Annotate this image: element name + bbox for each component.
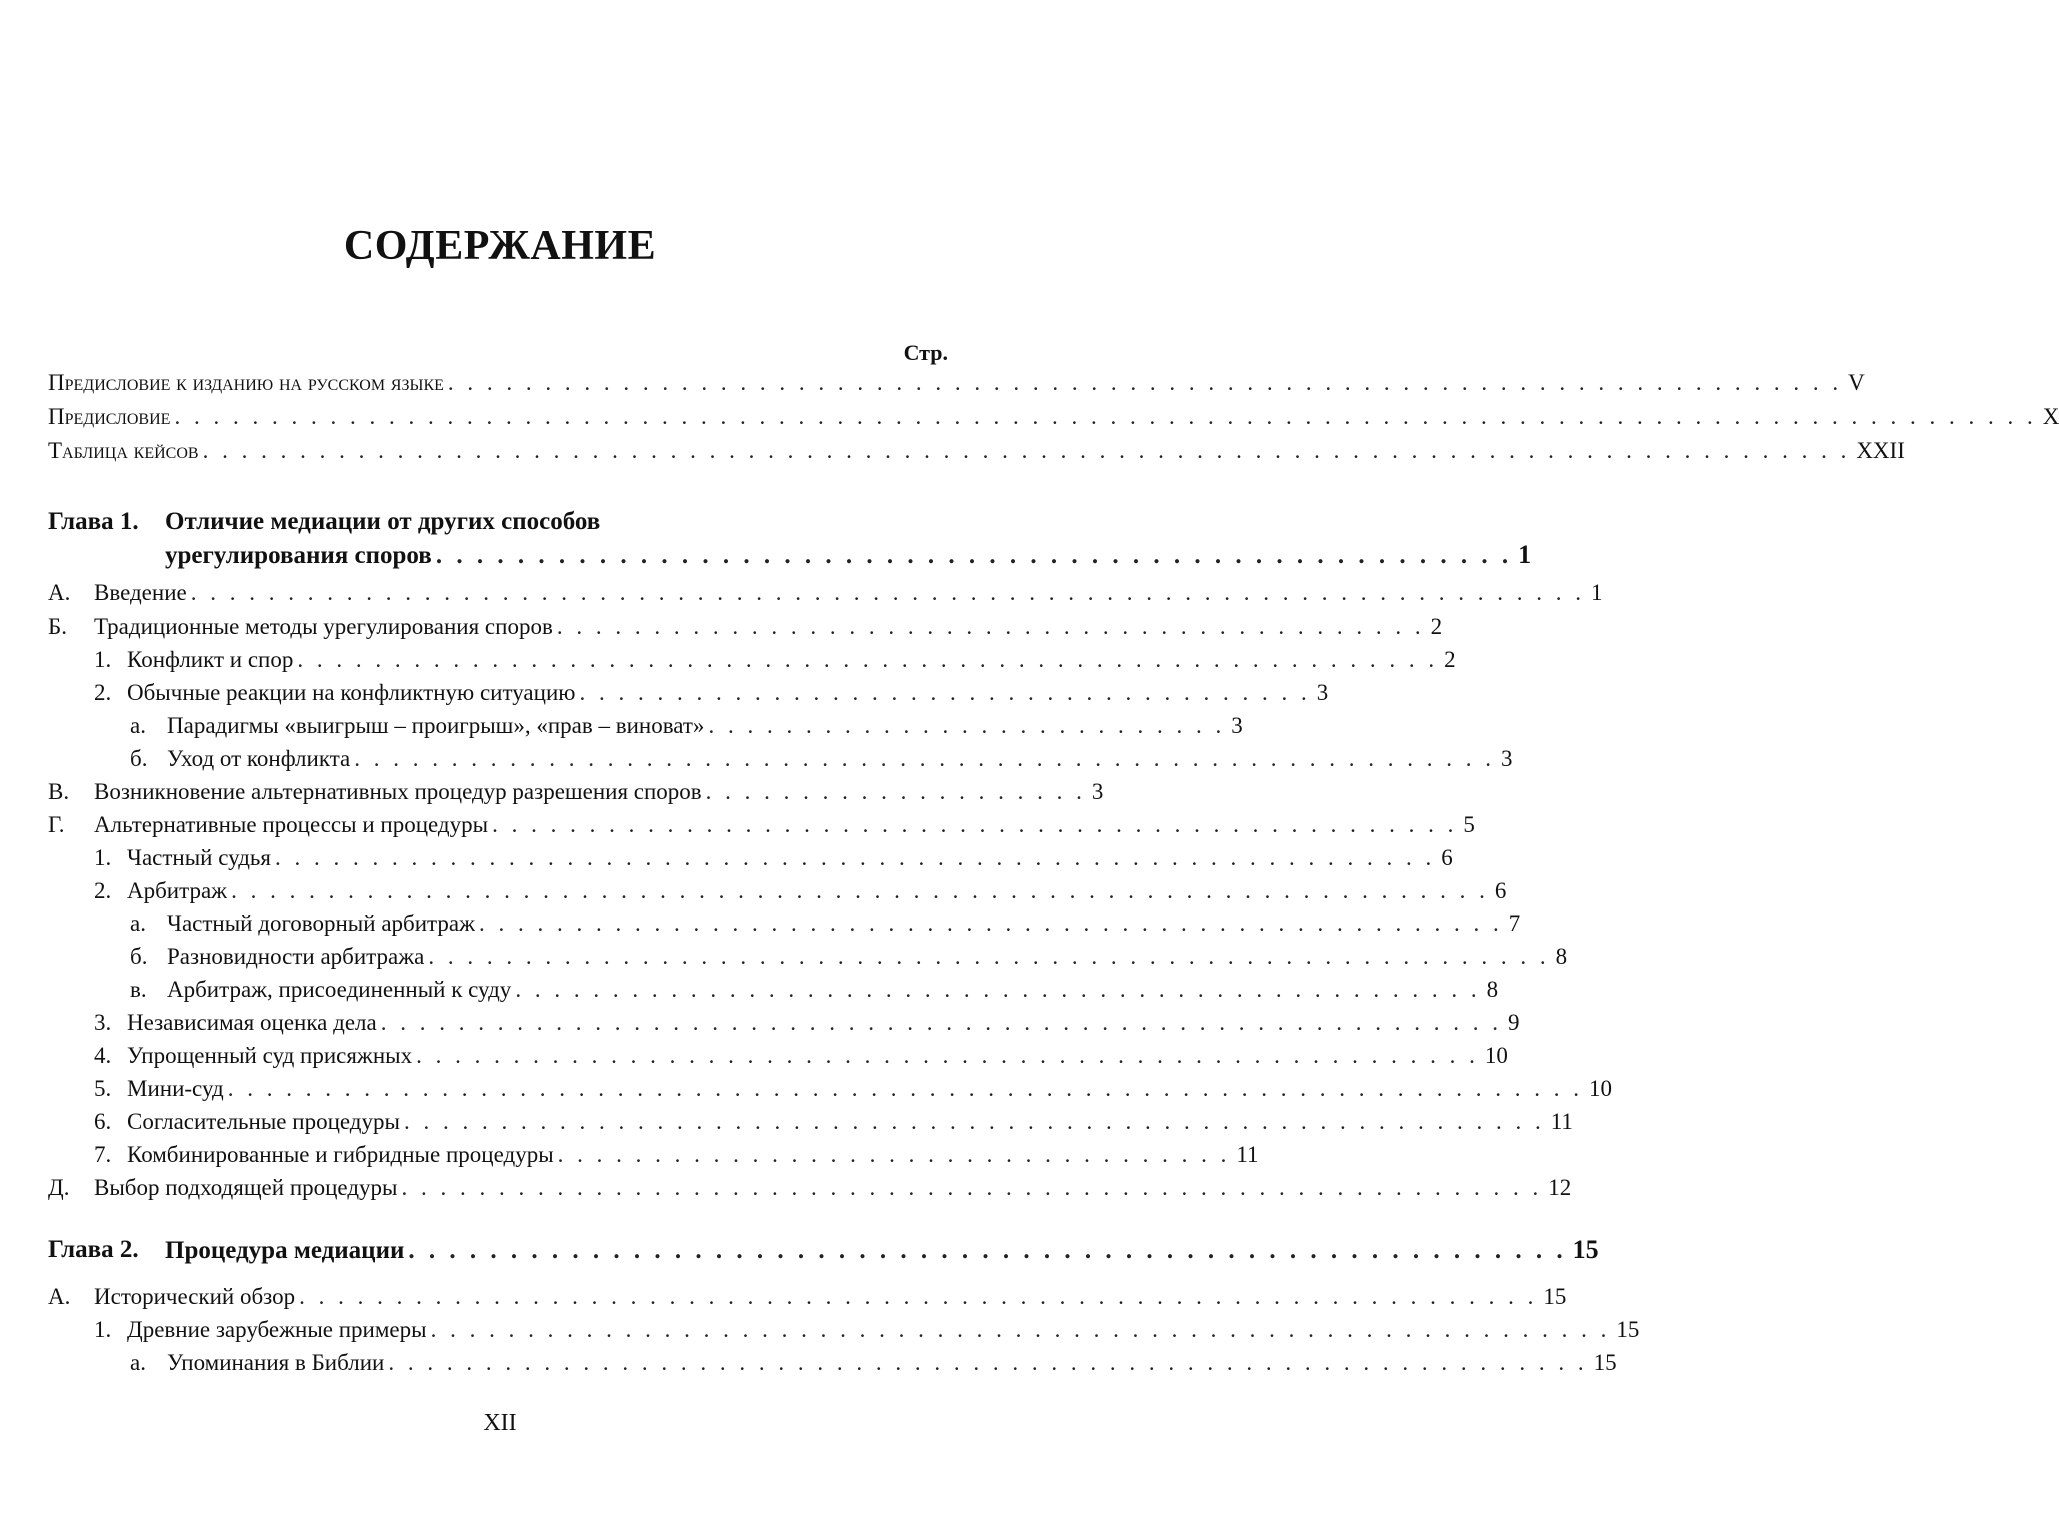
entry-page: 2 [1430, 614, 1443, 639]
dot-leader: . . . . . . . . . . . . . . . . . . . . . . . . . . . . . . . . . . . . . . . . . . . . . . . . . . . . . . . . . . . [297, 647, 1439, 672]
chapter-label: Глава 1. [48, 508, 139, 535]
dot-leader: . . . . . . . . . . . . . . . . . . . . . . . . . . . . . . . . . . . . . . . . . . . . . . . . . . . . . . . . . [408, 1237, 1567, 1264]
toc-entry[interactable] [0, 709, 1243, 743]
toc-entry[interactable] [0, 973, 1499, 1007]
toc-entry[interactable] [0, 1346, 1617, 1380]
toc-entry[interactable] [0, 1105, 1573, 1139]
entry-page: 15 [1543, 1284, 1567, 1309]
entry-title: Частный судья [127, 845, 271, 870]
entry-marker: 5. [94, 1076, 112, 1101]
entry-page: 12 [1548, 1175, 1572, 1200]
entry-page: 3 [1316, 680, 1329, 705]
entry-page: 2 [1444, 647, 1456, 672]
entry-marker: 4. [94, 1043, 112, 1068]
entry-title: Упрощенный суд присяжных [127, 1043, 413, 1068]
entry-page: 6 [1494, 878, 1507, 903]
dot-leader: . . . . . . . . . . . . . . . . . . . . . . . . . . . . . . . . . . . . . . . . . . . . . . . . . . . . . . . . . . . . . . . . [299, 1284, 1538, 1309]
toc-entry[interactable] [0, 940, 1568, 974]
dot-leader: . . . . . . . . . . . . . . . . . . . . . . . . . . . . . . . . . . . . . . . . . . . . . . . . . . [515, 977, 1481, 1002]
toc-entry[interactable] [0, 808, 1475, 842]
entry-marker: А. [48, 1284, 71, 1309]
page-title: СОДЕРЖАНИЕ [343, 223, 657, 269]
entry-page: 1 [1590, 580, 1603, 605]
page-number: XII [483, 1410, 517, 1436]
dot-leader: . . . . . . . . . . . . . . . . . . . . . . . . . . . . . . . . . . . . . . . . . . . . . . . . . . . . . . . [416, 1043, 1479, 1068]
entry-title: Арбитраж [127, 878, 228, 903]
entry-page: 9 [1507, 1010, 1520, 1035]
toc-entry[interactable] [0, 1280, 1567, 1314]
toc-entry[interactable] [0, 1072, 1612, 1106]
dot-leader: . . . . . . . . . . . . . . . . . . . . . . . . . . . . . . . . . . . . . . [579, 680, 1311, 705]
entry-title: Комбинированные и гибридные процедуры [127, 1142, 554, 1167]
entry-page: 8 [1555, 944, 1568, 969]
entry-page: XXII [1856, 438, 1905, 463]
dot-leader: . . . . . . . . . . . . . . . . . . . . [705, 779, 1086, 804]
entry-title: Предисловие к изданию на русском языке [48, 370, 444, 395]
dot-leader: . . . . . . . . . . . . . . . . . . . . . . . . . . . . . . . . . . . . . . . . . . . . . . . . . . . . . . . . . . . . . . . . . [231, 878, 1489, 903]
entry-marker: Г. [48, 812, 65, 837]
chapter-page: 1 [1518, 540, 1532, 569]
entry-marker: 2. [94, 878, 112, 903]
toc-entry[interactable] [0, 1006, 1520, 1040]
toc-entry[interactable] [0, 643, 1456, 677]
entry-title: Упоминания в Библии [167, 1350, 385, 1375]
dot-leader: . . . . . . . . . . . . . . . . . . . . . . . . . . . . . . . . . . . . . . . . . . . . . . . . . . . . . . . . . . . . . [430, 1317, 1611, 1342]
entry-marker: б. [130, 746, 148, 771]
entry-page: 7 [1508, 911, 1521, 936]
entry-title: Обычные реакции на конфликтную ситуацию [127, 680, 576, 705]
dot-leader: . . . . . . . . . . . . . . . . . . . . . . . . . . . . . . . . . . . . . . . . . . . . . . . . . . . . . [435, 542, 1513, 569]
entry-page: 3 [1091, 779, 1104, 804]
chapter-page: 15 [1572, 1235, 1599, 1264]
entry-title: Независимая оценка дела [127, 1010, 377, 1035]
entry-title: Исторический обзор [94, 1284, 296, 1309]
entry-page: V [1848, 370, 1865, 395]
entry-marker: б. [130, 944, 148, 969]
toc-entry[interactable] [0, 874, 1507, 908]
chapter-label: Глава 2. [48, 1236, 139, 1263]
entry-title: Введение [94, 580, 187, 605]
entry-marker: а. [130, 1350, 146, 1375]
dot-leader: . . . . . . . . . . . . . . . . . . . . . . . . . . . . . . . . . . . . . . . . . . . . . . . . . . . . . . . . . . . [401, 1175, 1543, 1200]
entry-page: 15 [1616, 1317, 1640, 1342]
entry-marker: 1. [94, 845, 112, 870]
toc-entry[interactable] [0, 1039, 1508, 1073]
dot-leader: . . . . . . . . . . . . . . . . . . . . . . . . . . . . . . . . . . . . . . . . . . . . . . . . . . . . . . . . . . . . . . . . . . . . . . . . . . . . . . . . . . . . . . . . . . . . . . . . [174, 404, 2037, 429]
toc-entry[interactable] [0, 1313, 1640, 1347]
entry-title: Выбор подходящей процедуры [94, 1175, 398, 1200]
chapter-1-heading-line2[interactable] [0, 538, 1532, 572]
chapter-title-line1: Отличие медиации от других способов [165, 508, 601, 535]
entry-page: 15 [1593, 1350, 1617, 1375]
entry-title: Парадигмы «выигрыш – проигрыш», «прав – виноват» [167, 713, 705, 738]
entry-title: Таблица кейсов [48, 438, 199, 463]
dot-leader: . . . . . . . . . . . . . . . . . . . . . . . . . . . . . . . . . . . . . . . . . . . . . . . . . . . . . [478, 911, 1503, 936]
entry-marker: 1. [94, 1317, 112, 1342]
toc-entry[interactable] [0, 610, 1443, 644]
dot-leader: . . . . . . . . . . . . . . . . . . . . . . . . . . . . . . . . . . . . . . . . . . . . . [556, 614, 1425, 639]
toc-entry[interactable] [0, 841, 1453, 875]
entry-marker: а. [130, 911, 146, 936]
entry-title: Разновидности арбитража [167, 944, 425, 969]
entry-title: Возникновение альтернативных процедур разрешения споров [94, 779, 702, 804]
toc-entry[interactable] [0, 1171, 1572, 1205]
toc-entry[interactable] [0, 907, 1521, 941]
entry-marker: 6. [94, 1109, 112, 1134]
entry-title: Альтернативные процессы и процедуры [94, 812, 489, 837]
toc-entry[interactable] [0, 1138, 1259, 1172]
entry-marker: 3. [94, 1010, 112, 1035]
entry-title: Древние зарубежные примеры [127, 1317, 427, 1342]
entry-marker: Б. [48, 614, 67, 639]
dot-leader: . . . . . . . . . . . . . . . . . . . . . . . . . . . . . . . . . . . . . . . . . . . . . . . . . . . . . . . . . . . [403, 1109, 1545, 1134]
entry-title: Мини-суд [127, 1076, 224, 1101]
dot-leader: . . . . . . . . . . . . . . . . . . . . . . . . . . . . . . . . . . . . . . . . . . . . . . . . . . . . . . . . . . . . . . . . . . . . . . [227, 1076, 1583, 1101]
dot-leader: . . . . . . . . . . . . . . . . . . . . . . . . . . . . . . . . . . . [557, 1142, 1231, 1167]
entry-marker: а. [130, 713, 146, 738]
entry-title: Частный договорный арбитраж [167, 911, 475, 936]
entry-page: 6 [1441, 845, 1453, 870]
entry-marker: 1. [94, 647, 112, 672]
entry-page: 10 [1484, 1043, 1508, 1068]
entry-marker: 2. [94, 680, 112, 705]
entry-title: Уход от конфликта [167, 746, 351, 771]
entry-page: 3 [1231, 713, 1243, 738]
page-column-label: Стр. [903, 340, 948, 365]
entry-marker: В. [48, 779, 70, 804]
entry-marker: 7. [94, 1142, 112, 1167]
dot-leader: . . . . . . . . . . . . . . . . . . . . . . . . . . . . . . . . . . . . . . . . . . . . . . . . . . . . . . . . . . [428, 944, 1550, 969]
entry-page: X [2042, 404, 2059, 429]
entry-page: 11 [1550, 1109, 1573, 1134]
entry-marker: А. [48, 580, 71, 605]
toc-entry-preface-russian[interactable] [0, 366, 1865, 400]
dot-leader: . . . . . . . . . . . . . . . . . . . . . . . . . . . . . . . . . . . . . . . . . . . . . . . . . . . . . . . . . . . . . . . . . . . . . . . . [190, 580, 1585, 605]
dot-leader: . . . . . . . . . . . . . . . . . . . . . . . . . . . . . . . . . . . . . . . . . . . . . . . . . . . . . . . . . . . . . . . . . . . . . . . . [447, 370, 1843, 395]
dot-leader: . . . . . . . . . . . . . . . . . . . . . . . . . . . [708, 713, 1226, 738]
dot-leader: . . . . . . . . . . . . . . . . . . . . . . . . . . . . . . . . . . . . . . . . . . . . . . . . . . [492, 812, 1458, 837]
chapter-title-line2: урегулирования споров [165, 542, 432, 569]
entry-title: Арбитраж, присоединенный к суду [167, 977, 512, 1002]
entry-title: Согласительные процедуры [127, 1109, 400, 1134]
dot-leader: . . . . . . . . . . . . . . . . . . . . . . . . . . . . . . . . . . . . . . . . . . . . . . . . . . . . . . . . . . [380, 1010, 1502, 1035]
dot-leader: . . . . . . . . . . . . . . . . . . . . . . . . . . . . . . . . . . . . . . . . . . . . . . . . . . . . . . . . . . . . . . [388, 1350, 1588, 1375]
toc-entry[interactable] [0, 775, 1104, 809]
chapter-title: Процедура медиации [165, 1237, 405, 1264]
entry-title: Конфликт и спор [127, 647, 294, 672]
chapter-1-heading[interactable] [0, 505, 1000, 539]
dot-leader: . . . . . . . . . . . . . . . . . . . . . . . . . . . . . . . . . . . . . . . . . . . . . . . . . . . . . . . . . . . [354, 746, 1495, 771]
toc-entry[interactable] [0, 676, 1329, 710]
chapter-2-heading[interactable] [0, 1233, 1599, 1267]
entry-page: 5 [1463, 812, 1475, 837]
dot-leader: . . . . . . . . . . . . . . . . . . . . . . . . . . . . . . . . . . . . . . . . . . . . . . . . . . . . . . . . . . . . [274, 845, 1436, 870]
toc-entry-case-table[interactable] [0, 434, 1905, 468]
entry-page: 3 [1501, 746, 1513, 771]
toc-entry[interactable] [0, 576, 1603, 610]
dot-leader: . . . . . . . . . . . . . . . . . . . . . . . . . . . . . . . . . . . . . . . . . . . . . . . . . . . . . . . . . . . . . . . . . . . . . . . . . . . . . . . . . . . . . [202, 438, 1851, 463]
entry-marker: в. [130, 977, 147, 1002]
entry-marker: Д. [48, 1175, 70, 1200]
entry-page: 8 [1486, 977, 1499, 1002]
entry-page: 11 [1236, 1142, 1259, 1167]
entry-title: Предисловие [48, 404, 171, 429]
entry-page: 10 [1588, 1076, 1612, 1101]
toc-entry[interactable] [0, 742, 1513, 776]
toc-entry-preface[interactable] [0, 400, 2059, 434]
entry-title: Традиционные методы урегулирования споров [94, 614, 553, 639]
